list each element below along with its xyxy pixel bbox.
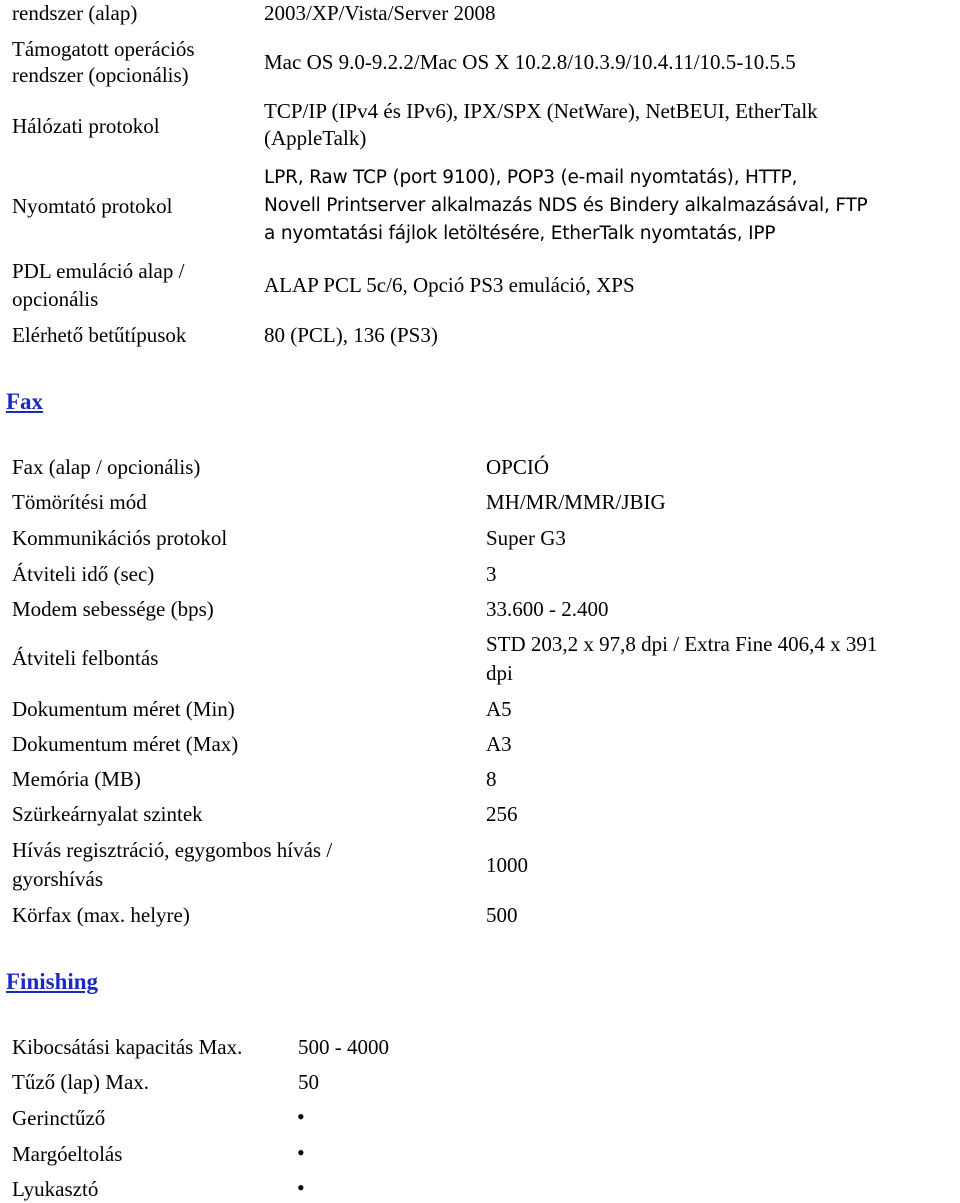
fax-value: A3 xyxy=(486,732,512,756)
bullet-icon: • xyxy=(297,1175,305,1200)
fax-value: dpi xyxy=(486,661,513,685)
fax-label: gyorshívás xyxy=(12,867,103,891)
fax-value: 33.600 - 2.400 xyxy=(486,597,609,621)
fax-value: STD 203,2 x 97,8 dpi / Extra Fine 406,4 x 391 xyxy=(486,632,878,656)
spec-label: Hálózati protokol xyxy=(12,114,160,138)
spec-value: Novell Printserver alkalmazás NDS és Bindery alkalmazásával, FTP xyxy=(264,195,868,216)
spec-label: opcionális xyxy=(12,287,99,311)
fax-value: 8 xyxy=(486,767,497,791)
fax-value: MH/MR/MMR/JBIG xyxy=(486,490,666,514)
fax-label: Memória (MB) xyxy=(12,767,141,791)
spec-value: LPR, Raw TCP (port 9100), POP3 (e-mail nyomtatás), HTTP, xyxy=(264,167,798,188)
bullet-icon: • xyxy=(297,1140,305,1165)
finishing-label: Tűző (lap) Max. xyxy=(12,1070,150,1094)
spec-label: Elérhető betűtípusok xyxy=(12,323,187,347)
spec-value: ALAP PCL 5c/6, Opció PS3 emuláció, XPS xyxy=(264,273,635,297)
spec-label: Nyomtató protokol xyxy=(12,194,173,218)
spec-value: (AppleTalk) xyxy=(264,126,367,150)
fax-label: Hívás regisztráció, egygombos hívás / xyxy=(12,838,333,862)
spec-value: Mac OS 9.0-9.2.2/Mac OS X 10.2.8/10.3.9/10.4.11/10.5-10.5.5 xyxy=(264,50,796,74)
fax-label: Kommunikációs protokol xyxy=(12,526,228,550)
spec-label: rendszer (alap) xyxy=(12,1,138,25)
fax-label: Dokumentum méret (Min) xyxy=(12,697,235,721)
fax-value: 500 xyxy=(486,903,518,927)
spec-value: 80 (PCL), 136 (PS3) xyxy=(264,323,438,347)
fax-label: Dokumentum méret (Max) xyxy=(12,732,239,756)
fax-value: 256 xyxy=(486,802,518,826)
fax-value: A5 xyxy=(486,697,512,721)
spec-value: a nyomtatási fájlok letöltésére, EtherTalk nyomtatás, IPP xyxy=(264,223,776,244)
fax-value: 1000 xyxy=(486,853,528,877)
finishing-heading-link[interactable]: Finishing xyxy=(6,969,99,994)
fax-value: Super G3 xyxy=(486,526,566,550)
fax-label: Átviteli felbontás xyxy=(12,646,159,670)
finishing-label: Kibocsátási kapacitás Max. xyxy=(12,1035,243,1059)
finishing-label: Margóeltolás xyxy=(12,1142,123,1166)
fax-value: OPCIÓ xyxy=(486,455,550,479)
spec-label: Támogatott operációs xyxy=(12,37,195,61)
spec-label: rendszer (opcionális) xyxy=(12,63,189,87)
fax-label: Modem sebessége (bps) xyxy=(12,597,214,621)
finishing-label: Lyukasztó xyxy=(12,1177,99,1201)
spec-value: 2003/XP/Vista/Server 2008 xyxy=(264,1,496,25)
spec-label: PDL emuláció alap / xyxy=(12,259,185,283)
fax-heading-link[interactable]: Fax xyxy=(6,389,44,414)
spec-value: TCP/IP (IPv4 és IPv6), IPX/SPX (NetWare), NetBEUI, EtherTalk xyxy=(264,99,818,123)
finishing-value: 50 xyxy=(298,1070,319,1094)
finishing-value: 500 - 4000 xyxy=(298,1035,389,1059)
fax-label: Szürkeárnyalat szintek xyxy=(12,802,203,826)
fax-label: Tömörítési mód xyxy=(12,490,147,514)
bullet-icon: • xyxy=(297,1104,305,1129)
fax-value: 3 xyxy=(486,562,497,586)
fax-label: Átviteli idő (sec) xyxy=(12,562,155,586)
fax-label: Fax (alap / opcionális) xyxy=(12,455,201,479)
fax-label: Körfax (max. helyre) xyxy=(12,903,190,927)
finishing-label: Gerinctűző xyxy=(12,1106,106,1130)
